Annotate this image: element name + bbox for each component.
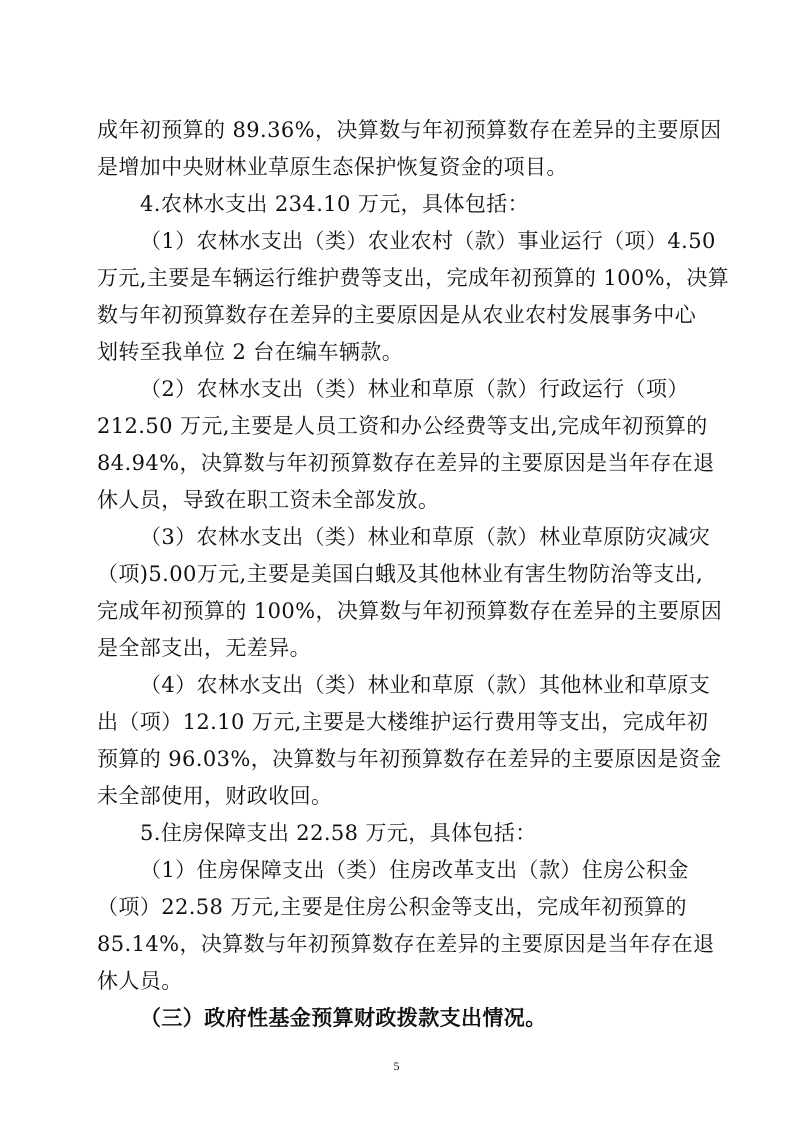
paragraph-line: 是增加中央财林业草原生态保护恢复资金的项目。 [97, 155, 568, 179]
section-heading: （三）政府性基金预算财政拨款支出情况。 [140, 1006, 547, 1030]
paragraph-line: 212.50 万元,主要是人员工资和办公经费等支出,完成年初预算的 [97, 414, 708, 438]
paragraph-line: （4）农林水支出（类）林业和草原（款）其他林业和草原支 [140, 673, 711, 697]
paragraph-line: 万元,主要是车辆运行维护费等支出，完成年初预算的 100%，决算 [97, 266, 730, 290]
page-number: 5 [393, 1059, 400, 1073]
section-line: 4.农林水支出 234.10 万元，具体包括： [140, 192, 530, 216]
paragraph-line: （3）农林水支出（类）林业和草原（款）林业草原防灾减灾 [140, 525, 711, 549]
paragraph-line: 未全部使用，财政收回。 [97, 784, 333, 808]
paragraph-line: 84.94%，决算数与年初预算数存在差异的主要原因是当年存在退 [97, 451, 715, 475]
paragraph-line: 出（项）12.10 万元,主要是大楼维护运行费用等支出，完成年初 [97, 710, 709, 734]
paragraph-line: 是全部支出，无差异。 [97, 636, 311, 660]
paragraph-line: 85.14%，决算数与年初预算数存在差异的主要原因是当年存在退 [97, 932, 715, 956]
paragraph-line: （2）农林水支出（类）林业和草原（款）行政运行（项） [140, 377, 689, 401]
paragraph-line: （1）住房保障支出（类）住房改革支出（款）住房公积金 [140, 858, 689, 882]
paragraph-line: （项）22.58 万元,主要是住房公积金等支出，完成年初预算的 [97, 895, 687, 919]
section-line: 5.住房保障支出 22.58 万元，具体包括： [140, 821, 537, 845]
paragraph-line: （项)5.00万元,主要是美国白蛾及其他林业有害生物防治等支出, [97, 562, 704, 586]
paragraph-line: 休人员。 [97, 969, 183, 993]
paragraph-line: （1）农林水支出（类）农业农村（款）事业运行（项）4.50 [140, 229, 716, 253]
paragraph-line: 成年初预算的 89.36%，决算数与年初预算数存在差异的主要原因 [97, 118, 722, 142]
paragraph-line: 预算的 96.03%，决算数与年初预算数存在差异的主要原因是资金 [97, 747, 722, 771]
paragraph-line: 休人员，导致在职工资未全部发放。 [97, 488, 440, 512]
paragraph-line: 完成年初预算的 100%，决算数与年初预算数存在差异的主要原因 [97, 599, 723, 623]
paragraph-line: 划转至我单位 2 台在编车辆款。 [97, 340, 404, 364]
paragraph-line: 数与年初预算数存在差异的主要原因是从农业农村发展事务中心 [97, 303, 697, 327]
